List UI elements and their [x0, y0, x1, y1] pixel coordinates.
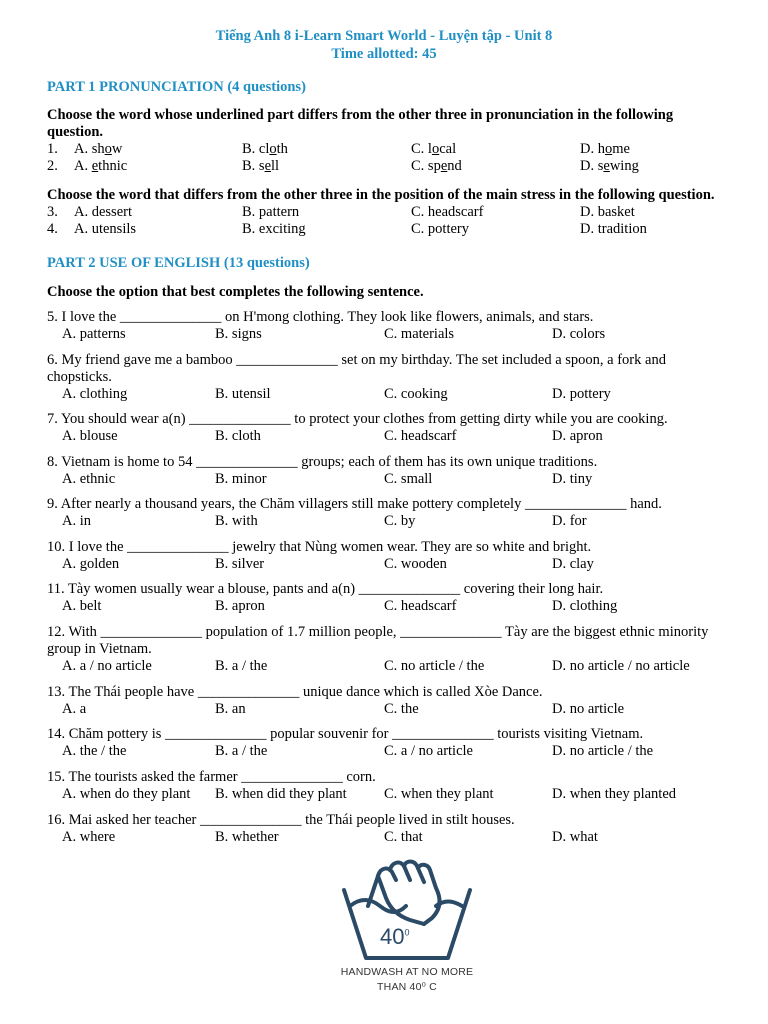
- option-c[interactable]: C. wooden: [384, 556, 447, 572]
- option-a[interactable]: A. golden: [62, 556, 120, 572]
- question-stem: 16. Mai asked her teacher ______________ the Thái people lived in stilt houses.: [47, 812, 515, 828]
- option-c[interactable]: C. no article / the: [384, 658, 485, 674]
- option-c[interactable]: C. spend: [411, 158, 462, 174]
- wash-caption-line2: THAN 40⁰ C: [377, 981, 437, 993]
- option-b[interactable]: B. a / the: [215, 658, 268, 674]
- page-title: Tiếng Anh 8 i-Learn Smart World - Luyện tập - Unit 8: [215, 28, 553, 44]
- option-b[interactable]: B. minor: [215, 471, 267, 487]
- option-c[interactable]: C. small: [384, 471, 433, 487]
- option-c[interactable]: C. pottery: [411, 221, 469, 237]
- option-a[interactable]: A. clothing: [62, 386, 128, 402]
- option-b[interactable]: B. whether: [215, 829, 279, 845]
- option-d[interactable]: D. sewing: [580, 158, 639, 174]
- question-stem: 12. With ______________ population of 1.7 million people, ______________ Tày are the biggest ethnic minority: [47, 624, 709, 640]
- question-stem: 13. The Thái people have ______________ unique dance which is called Xòe Dance.: [47, 684, 543, 700]
- part1-instruction-b: Choose the word that differs from the other three in the position of the main stress in the following question.: [47, 187, 715, 203]
- part1-heading: PART 1 PRONUNCIATION (4 questions): [47, 79, 306, 95]
- option-a[interactable]: A. ethnic: [62, 471, 116, 487]
- option-c[interactable]: C. the: [384, 701, 419, 717]
- question-stem: 7. You should wear a(n) ______________ to protect your clothes from getting dirty while you are cooking.: [47, 411, 668, 427]
- option-a[interactable]: A. dessert: [74, 204, 132, 220]
- option-d[interactable]: D. what: [552, 829, 598, 845]
- option-c[interactable]: C. headscarf: [384, 598, 457, 614]
- option-b[interactable]: B. when did they plant: [215, 786, 347, 802]
- question-stem: 15. The tourists asked the farmer ______________ corn.: [47, 769, 376, 785]
- option-b[interactable]: B. signs: [215, 326, 262, 342]
- option-d[interactable]: D. basket: [580, 204, 635, 220]
- question-number: 2.: [47, 158, 58, 174]
- part1-instruction-a-cont: question.: [47, 124, 104, 140]
- question-stem: 9. After nearly a thousand years, the Chăm villagers still make pottery completely ______________ hand.: [47, 496, 662, 512]
- question-stem: 11. Tày women usually wear a blouse, pants and a(n) ______________ covering their long hair.: [47, 581, 604, 597]
- option-b[interactable]: B. an: [215, 701, 246, 717]
- option-b[interactable]: B. exciting: [242, 221, 306, 237]
- option-c[interactable]: C. cooking: [384, 386, 448, 402]
- option-d[interactable]: D. pottery: [552, 386, 611, 402]
- option-b[interactable]: B. a / the: [215, 743, 268, 759]
- option-c[interactable]: C. that: [384, 829, 423, 845]
- option-a[interactable]: A. a: [62, 701, 87, 717]
- option-b[interactable]: B. utensil: [215, 386, 271, 402]
- question-stem: 5. I love the ______________ on H'mong clothing. They look like flowers, animals, and stars.: [47, 309, 594, 325]
- option-d[interactable]: D. tradition: [580, 221, 647, 237]
- option-d[interactable]: D. apron: [552, 428, 603, 444]
- time-allotted: Time allotted: 45: [331, 46, 437, 62]
- option-c[interactable]: C. local: [411, 141, 457, 157]
- option-c[interactable]: C. headscarf: [411, 204, 484, 220]
- question-stem: 8. Vietnam is home to 54 ______________ groups; each of them has its own unique traditions.: [47, 454, 598, 470]
- option-a[interactable]: A. when do they plant: [62, 786, 191, 802]
- option-a[interactable]: A. a / no article: [62, 658, 152, 674]
- option-c[interactable]: C. by: [384, 513, 416, 529]
- option-a[interactable]: A. utensils: [74, 221, 137, 237]
- option-d[interactable]: D. home: [580, 141, 630, 157]
- option-d[interactable]: D. for: [552, 513, 587, 529]
- option-a[interactable]: A. patterns: [62, 326, 126, 342]
- option-d[interactable]: D. tiny: [552, 471, 593, 487]
- option-d[interactable]: D. no article / the: [552, 743, 654, 759]
- question-stem-cont: group in Vietnam.: [47, 641, 152, 657]
- option-d[interactable]: D. when they planted: [552, 786, 677, 802]
- wash-caption-line1: HANDWASH AT NO MORE: [340, 966, 474, 978]
- question-stem: 10. I love the ______________ jewelry that Nùng women wear. They are so white and bright.: [47, 539, 592, 555]
- handwash-icon: [338, 858, 476, 963]
- option-c[interactable]: C. materials: [384, 326, 455, 342]
- option-d[interactable]: D. no article / no article: [552, 658, 690, 674]
- option-a[interactable]: A. show: [74, 141, 123, 157]
- question-stem: 6. My friend gave me a bamboo ______________ set on my birthday. The set included a spoon, a fork and: [47, 352, 666, 368]
- option-d[interactable]: D. clothing: [552, 598, 618, 614]
- question-number: 1.: [47, 141, 58, 157]
- question-stem-cont: chopsticks.: [47, 369, 112, 385]
- part2-heading: PART 2 USE OF ENGLISH (13 questions): [47, 255, 310, 271]
- option-b[interactable]: B. pattern: [242, 204, 300, 220]
- option-b[interactable]: B. cloth: [242, 141, 288, 157]
- question-stem: 14. Chăm pottery is ______________ popular souvenir for ______________ tourists visiting Vietnam.: [47, 726, 644, 742]
- option-d[interactable]: D. clay: [552, 556, 594, 572]
- part1-instruction-a: Choose the word whose underlined part differs from the other three in pronunciation in the following: [47, 107, 674, 123]
- option-a[interactable]: A. in: [62, 513, 91, 529]
- wash-temperature: $40^0$: [380, 924, 410, 949]
- option-c[interactable]: C. a / no article: [384, 743, 473, 759]
- part2-instruction: Choose the option that best completes the following sentence.: [47, 284, 424, 300]
- option-c[interactable]: C. headscarf: [384, 428, 457, 444]
- option-b[interactable]: B. apron: [215, 598, 265, 614]
- option-a[interactable]: A. blouse: [62, 428, 118, 444]
- option-a[interactable]: A. belt: [62, 598, 102, 614]
- option-a[interactable]: A. ethnic: [74, 158, 128, 174]
- option-b[interactable]: B. with: [215, 513, 258, 529]
- option-d[interactable]: D. no article: [552, 701, 625, 717]
- question-number: 3.: [47, 204, 58, 220]
- option-d[interactable]: D. colors: [552, 326, 606, 342]
- option-b[interactable]: B. silver: [215, 556, 265, 572]
- option-b[interactable]: B. cloth: [215, 428, 261, 444]
- option-a[interactable]: A. the / the: [62, 743, 127, 759]
- option-b[interactable]: B. sell: [242, 158, 280, 174]
- question-number: 4.: [47, 221, 58, 237]
- option-a[interactable]: A. where: [62, 829, 116, 845]
- option-c[interactable]: C. when they plant: [384, 786, 494, 802]
